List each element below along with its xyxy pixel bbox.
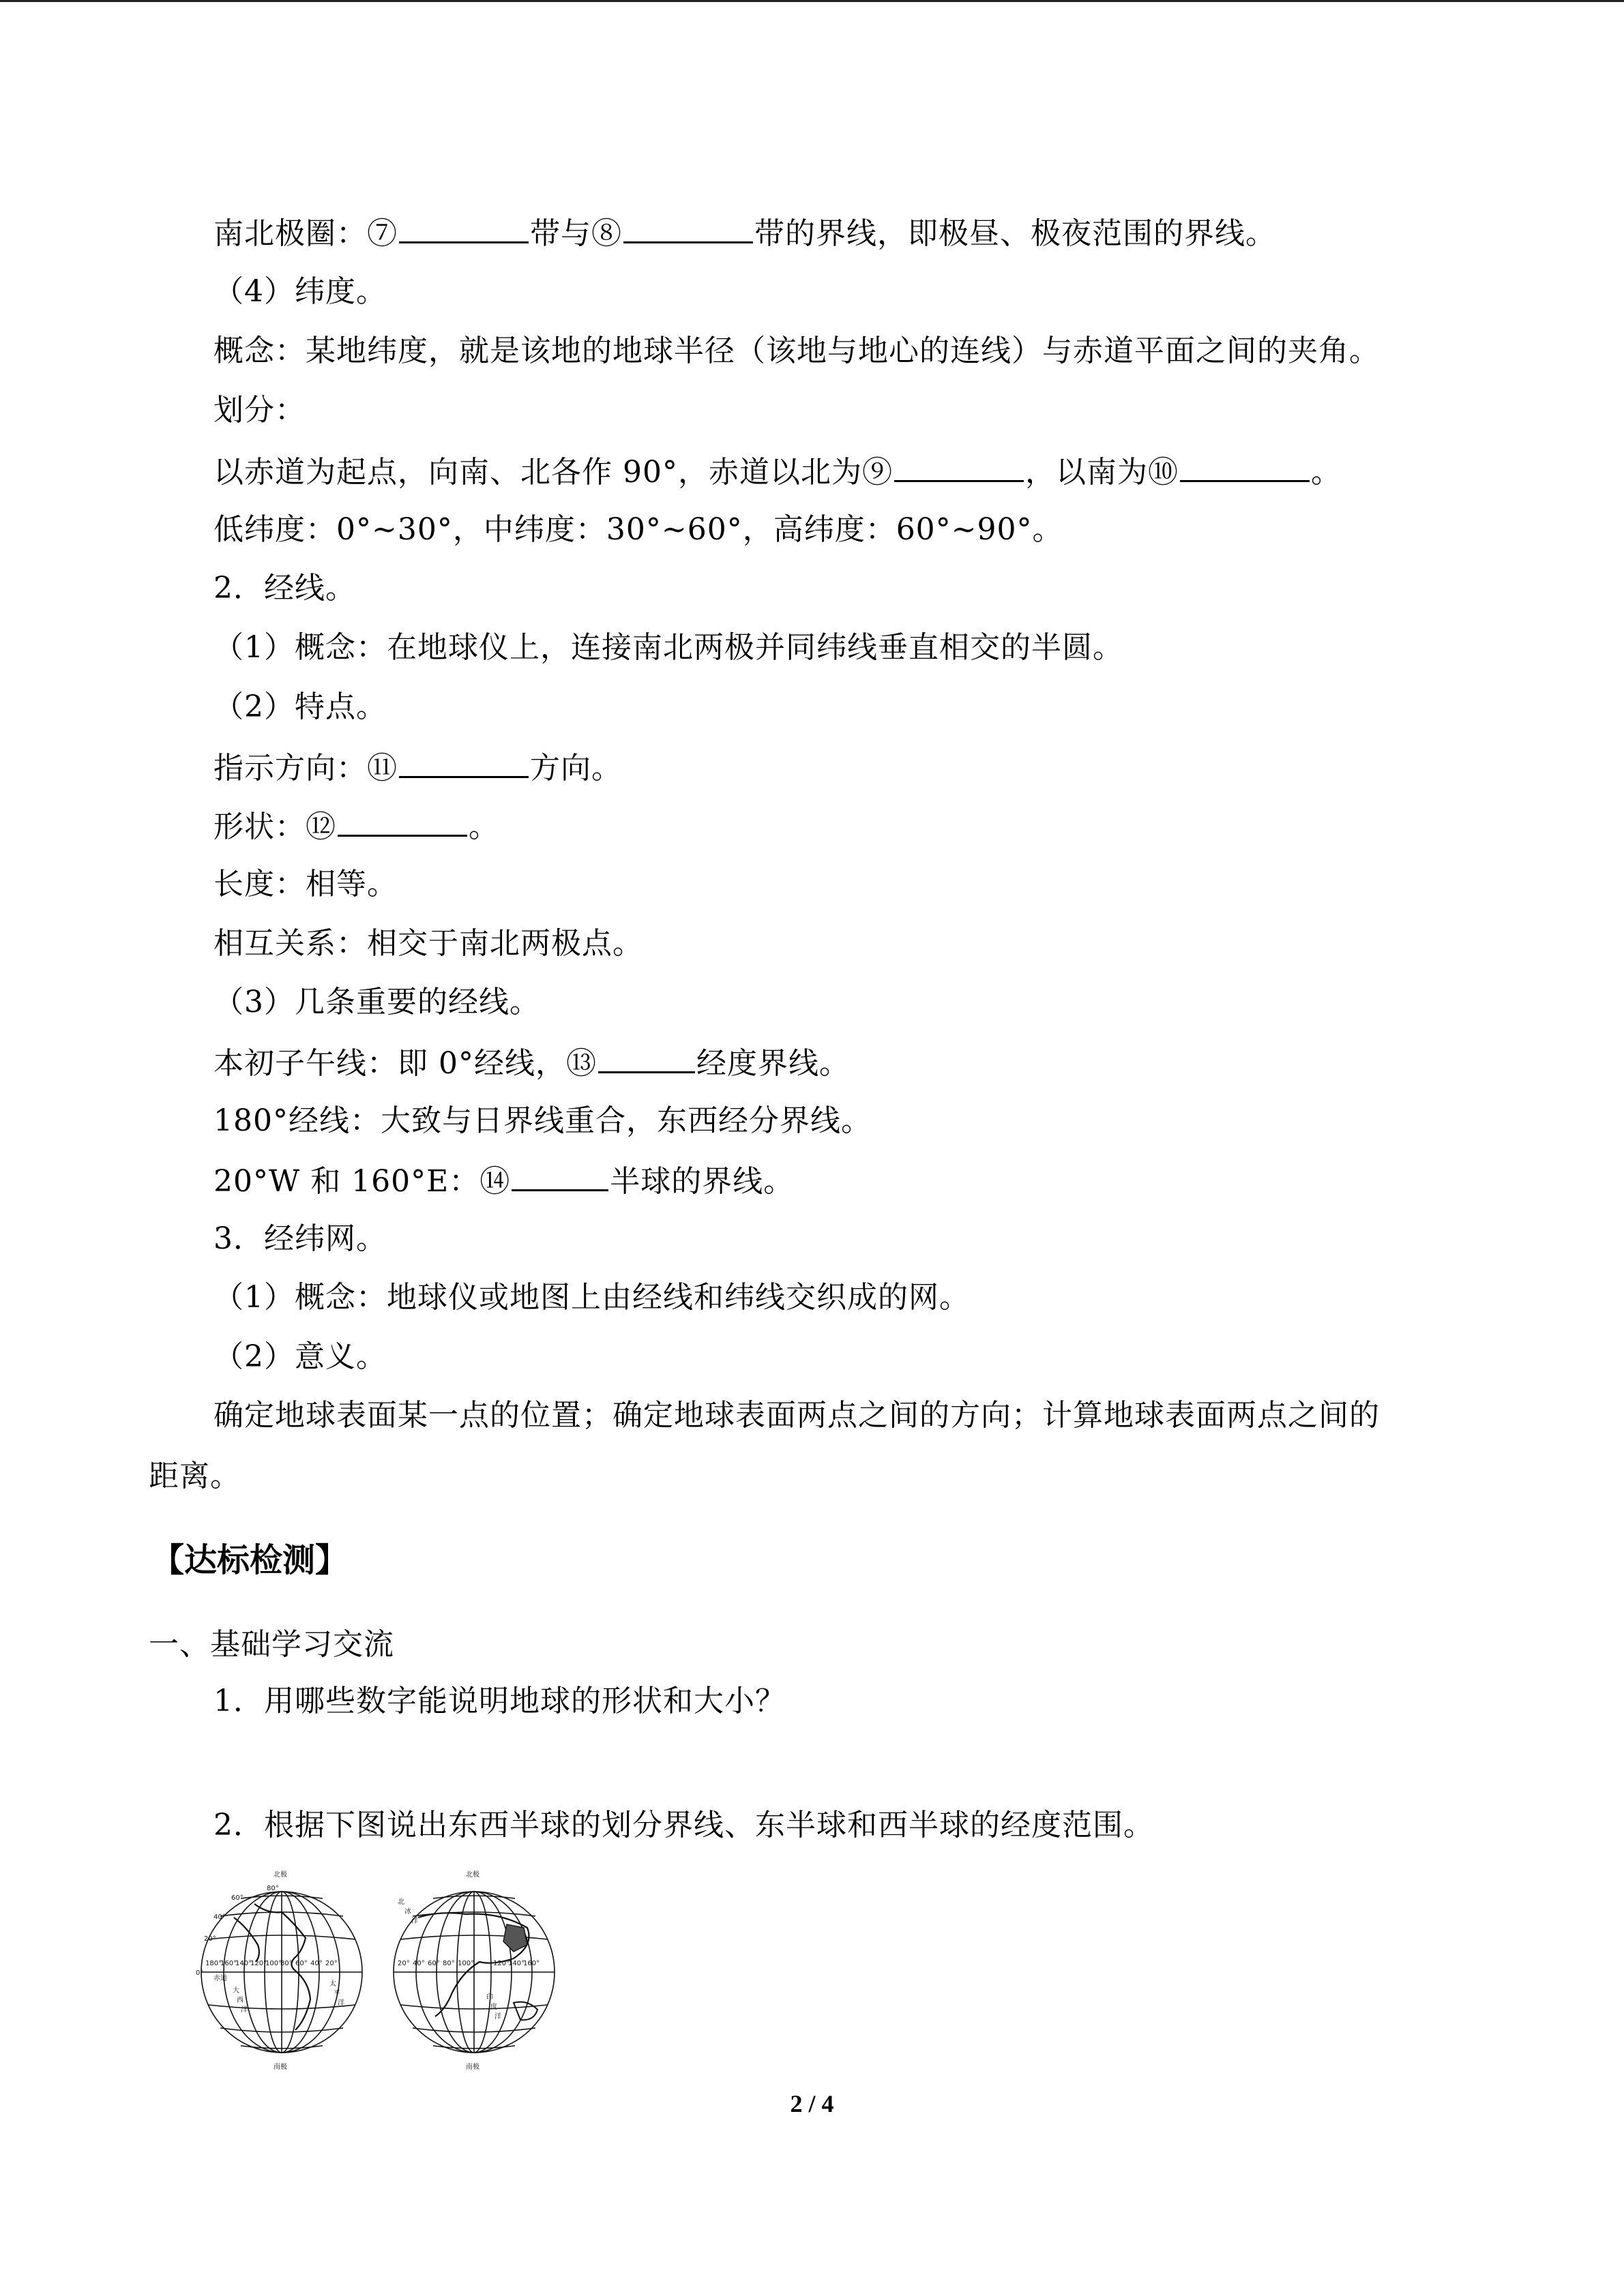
- map-label: 太: [329, 1980, 336, 1988]
- map-label: 北极: [466, 1871, 479, 1879]
- map-label: 160°: [220, 1960, 237, 1967]
- text-span: 3．经纬网。: [213, 1221, 387, 1256]
- fill-in-blank[interactable]: [1180, 450, 1310, 482]
- page-number: 2 / 4: [790, 2090, 834, 2117]
- text-span: 确定地球表面某一点的位置；确定地球表面两点之间的方向；计算地球表面两点之间的: [213, 1398, 1380, 1433]
- text-span: （2）特点。: [213, 689, 387, 724]
- text-span: 概念：某地纬度，就是该地的地球半径（该地与地心的连线）与赤道平面之间的夹角。: [213, 333, 1380, 368]
- map-label: 40°: [310, 1960, 323, 1967]
- text-line: [213, 627, 1123, 668]
- map-label: 80°: [443, 1960, 455, 1967]
- map-label: 20°: [398, 1960, 410, 1967]
- text-span: 。: [1310, 455, 1342, 490]
- text-line: [213, 390, 306, 431]
- map-label: 60°: [295, 1960, 308, 1967]
- text-line: [213, 1337, 387, 1377]
- text-line: [213, 1041, 850, 1084]
- eastern-hemisphere: [394, 1892, 555, 2053]
- map-label: 大: [233, 1987, 239, 1995]
- text-span: 。: [469, 809, 499, 844]
- map-label: 160°: [523, 1960, 540, 1967]
- fill-in-blank[interactable]: [623, 211, 753, 243]
- text-line: [213, 1101, 872, 1142]
- top-border: [0, 0, 1624, 2]
- text-line: [213, 271, 387, 312]
- text-span: 方向。: [530, 751, 622, 786]
- map-label: 度: [490, 2003, 497, 2011]
- text-span: 本初子午线：即 0°经线，⑬: [213, 1046, 597, 1081]
- map-label: 平: [334, 1990, 340, 1997]
- text-line: [213, 746, 622, 789]
- map-label: 120°: [250, 1960, 267, 1967]
- fill-in-blank[interactable]: [399, 211, 529, 243]
- hemispheres-map-figure: [193, 1863, 567, 2080]
- text-span: ，以南为⑩: [1024, 455, 1179, 490]
- map-label: 南极: [274, 2063, 287, 2071]
- text-span: 2．经线。: [213, 571, 356, 606]
- text-line: [213, 509, 1063, 550]
- map-label: 洋: [494, 2013, 501, 2021]
- question-1: 1．用哪些数字能说明地球的形状和大小？: [213, 1684, 786, 1718]
- text-line: [213, 982, 540, 1023]
- map-labels: [196, 1870, 540, 2071]
- text-span: 带的界线，即极昼、极夜范围的界线。: [754, 216, 1276, 251]
- map-label: 洋: [241, 2006, 248, 2014]
- text-span: 划分：: [213, 393, 306, 428]
- map-label: 40°: [413, 1960, 425, 1967]
- map-label: 北: [398, 1898, 404, 1906]
- fill-in-blank[interactable]: [399, 746, 529, 778]
- map-label: 120°: [493, 1960, 510, 1967]
- map-label: 140°: [508, 1960, 525, 1967]
- map-label: 20°: [325, 1960, 338, 1967]
- text-span: 低纬度：0°~30°，中纬度：30°~60°，高纬度：60°~90°。: [213, 512, 1063, 547]
- text-line: [149, 1456, 241, 1497]
- text-span: 20°W 和 160°E：⑭: [213, 1164, 511, 1199]
- text-line: [213, 331, 1380, 372]
- map-label: 冰: [404, 1908, 411, 1915]
- section-heading: 【达标检测】: [151, 1541, 349, 1579]
- map-label: 180°: [205, 1960, 222, 1967]
- text-span: 指示方向：⑪: [213, 751, 398, 786]
- text-line: [213, 450, 1342, 493]
- map-label: 20°: [204, 1935, 216, 1943]
- map-label: 60°: [231, 1894, 243, 1902]
- text-line: [213, 1277, 970, 1318]
- map-label: 80°: [280, 1960, 293, 1967]
- text-span: （3）几条重要的经线。: [213, 985, 540, 1019]
- section-title: 一、基础学习交流: [149, 1627, 394, 1662]
- map-label: 洋: [411, 1918, 418, 1925]
- text-span: 经度界线。: [696, 1046, 850, 1081]
- map-label: 西: [237, 1997, 243, 2004]
- map-label: 北极: [274, 1871, 287, 1879]
- text-line: [213, 805, 499, 848]
- map-label: 赤道: [213, 1975, 227, 1982]
- map-label: 洋: [338, 1999, 344, 2007]
- text-line: [213, 923, 643, 964]
- text-line: [213, 1219, 387, 1259]
- text-span: （2）意义。: [213, 1339, 387, 1374]
- map-label: 0°: [196, 1969, 204, 1977]
- text-span: （1）概念：在地球仪上，连接南北两极并同纬线垂直相交的半圆。: [213, 630, 1123, 665]
- text-line: [213, 1395, 1380, 1436]
- map-label: 南极: [466, 2063, 479, 2071]
- text-span: （4）纬度。: [213, 274, 387, 309]
- text-line: [213, 1159, 794, 1202]
- map-label: 100°: [458, 1960, 475, 1967]
- text-line: [213, 864, 398, 905]
- text-span: 形状：⑫: [213, 809, 336, 844]
- text-span: 以赤道为起点，向南、北各作 90°，赤道以北为⑨: [213, 455, 893, 490]
- map-label: 印: [486, 1994, 493, 2001]
- fill-in-blank[interactable]: [894, 450, 1024, 482]
- text-line: [213, 568, 356, 609]
- map-label: 100°: [265, 1960, 282, 1967]
- text-span: 距离。: [149, 1459, 241, 1493]
- map-label: 140°: [235, 1960, 252, 1967]
- text-span: 相互关系：相交于南北两极点。: [213, 926, 643, 961]
- map-label: 40°: [213, 1913, 226, 1921]
- question-2: 2．根据下图说出东西半球的划分界线、东半球和西半球的经度范围。: [213, 1808, 1154, 1843]
- fill-in-blank[interactable]: [338, 805, 467, 837]
- map-label: 80°: [267, 1885, 279, 1892]
- text-span: 带与⑧: [530, 216, 622, 251]
- text-line: [213, 687, 387, 728]
- text-line: [213, 211, 1276, 254]
- fill-in-blank[interactable]: [512, 1159, 608, 1191]
- text-span: （1）概念：地球仪或地图上由经线和纬线交织成的网。: [213, 1280, 970, 1315]
- text-span: 南北极圈：⑦: [213, 216, 398, 251]
- fill-in-blank[interactable]: [598, 1041, 695, 1073]
- map-label: 60°: [428, 1960, 440, 1967]
- text-span: 长度：相等。: [213, 867, 398, 901]
- text-span: 180°经线：大致与日界线重合，东西经分界线。: [213, 1103, 872, 1138]
- text-span: 半球的界线。: [610, 1164, 795, 1199]
